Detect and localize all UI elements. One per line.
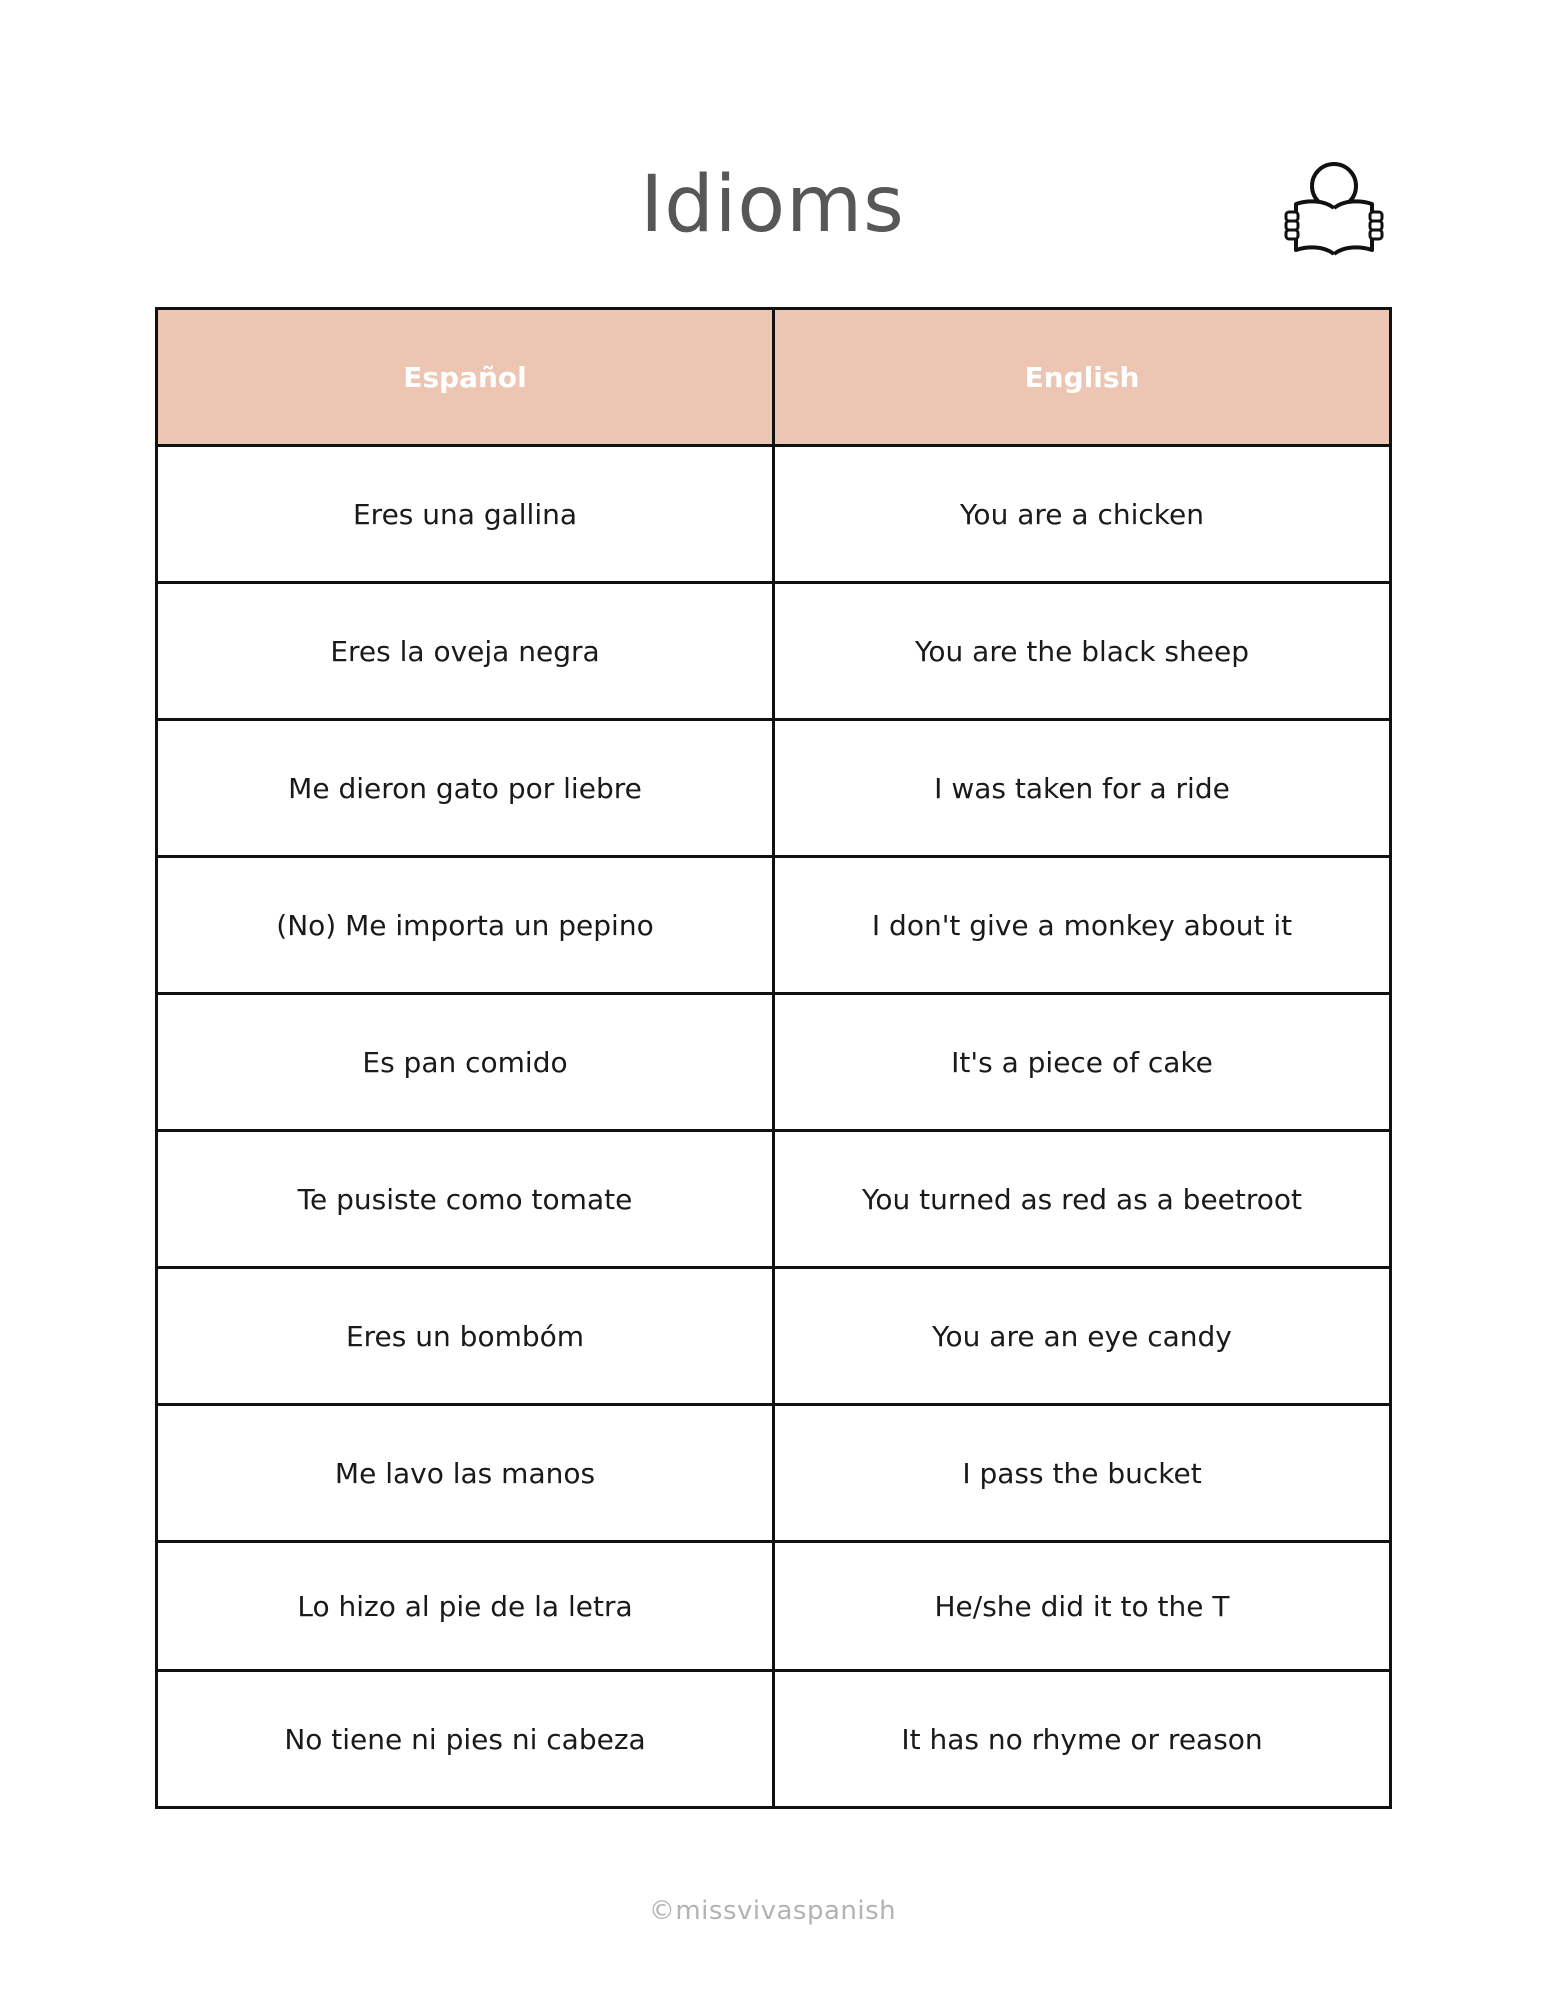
english-idiom: It's a piece of cake bbox=[774, 994, 1391, 1131]
english-idiom: It has no rhyme or reason bbox=[774, 1671, 1391, 1808]
table-row bbox=[157, 1405, 1391, 1542]
english-idiom: You are a chicken bbox=[774, 446, 1391, 583]
reading-book-icon bbox=[1282, 160, 1386, 260]
column-header-english: English bbox=[774, 309, 1391, 446]
table-row bbox=[157, 857, 1391, 994]
spanish-idiom: Es pan comido bbox=[157, 994, 774, 1131]
english-idiom: I was taken for a ride bbox=[774, 720, 1391, 857]
english-idiom: I pass the bucket bbox=[774, 1405, 1391, 1542]
table-row bbox=[157, 446, 1391, 583]
english-idiom: I don't give a monkey about it bbox=[774, 857, 1391, 994]
spanish-idiom: (No) Me importa un pepino bbox=[157, 857, 774, 994]
spanish-idiom: No tiene ni pies ni cabeza bbox=[157, 1671, 774, 1808]
page-title: Idioms bbox=[640, 160, 905, 250]
table-row bbox=[157, 583, 1391, 720]
table-row bbox=[157, 1542, 1391, 1671]
table-header-row bbox=[157, 309, 1391, 446]
idioms-table bbox=[155, 307, 1392, 1809]
footer-credit: ©missvivaspanish bbox=[648, 1896, 897, 1926]
table-row bbox=[157, 994, 1391, 1131]
spanish-idiom: Lo hizo al pie de la letra bbox=[157, 1542, 774, 1671]
spanish-idiom: Eres un bombóm bbox=[157, 1268, 774, 1405]
spanish-idiom: Me lavo las manos bbox=[157, 1405, 774, 1542]
english-idiom: He/she did it to the T bbox=[774, 1542, 1391, 1671]
table-row bbox=[157, 1131, 1391, 1268]
english-idiom: You are an eye candy bbox=[774, 1268, 1391, 1405]
table-row bbox=[157, 1268, 1391, 1405]
table-row bbox=[157, 1671, 1391, 1808]
spanish-idiom: Eres una gallina bbox=[157, 446, 774, 583]
table-row bbox=[157, 720, 1391, 857]
english-idiom: You turned as red as a beetroot bbox=[774, 1131, 1391, 1268]
spanish-idiom: Eres la oveja negra bbox=[157, 583, 774, 720]
column-header-spanish: Español bbox=[157, 309, 774, 446]
spanish-idiom: Te pusiste como tomate bbox=[157, 1131, 774, 1268]
spanish-idiom: Me dieron gato por liebre bbox=[157, 720, 774, 857]
english-idiom: You are the black sheep bbox=[774, 583, 1391, 720]
